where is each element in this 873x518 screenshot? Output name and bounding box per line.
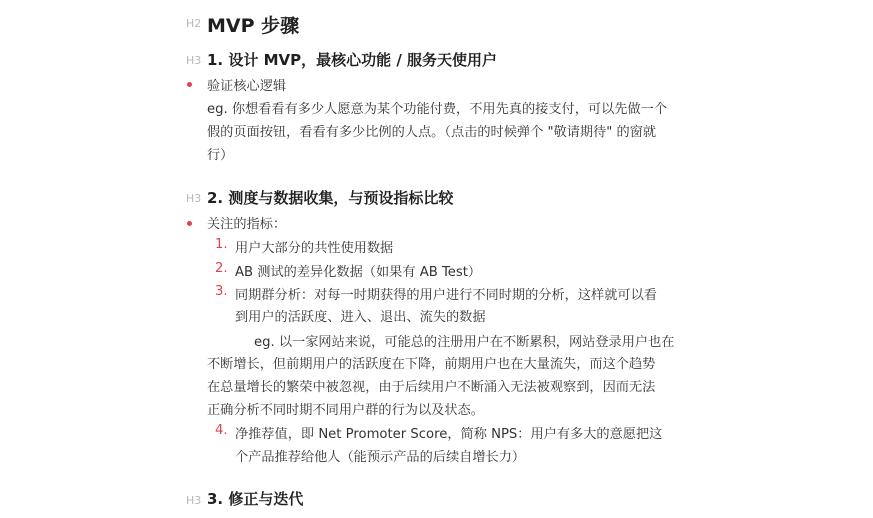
list-number: 1. [215,237,228,252]
section-heading-1: 1. 设计 MVP，最核心功能 / 服务天使用户 [207,51,498,69]
heading-level-tag: H3 [186,54,202,67]
list-number: 3. [215,284,228,299]
page-title: MVP 步骤 [207,15,300,37]
list-item-continuation: 个产品推荐给他人（能预示产品的后续自增长力） [235,450,526,465]
example-line: 行） [207,148,234,163]
bullet-dot [187,82,192,87]
example-line: 假的页面按钮，看看有多少比例的人点。（点击的时候弹个 "敬请期待" 的窗就 [207,125,657,140]
section-heading-2: 2. 测度与数据收集，与预设指标比较 [207,189,454,207]
list-item: AB 测试的差异化数据（如果有 AB Test） [235,265,482,280]
bullet-dot [187,221,192,226]
list-item: 净推荐值，即 Net Promoter Score，简称 NPS：用户有多大的意愿把这 [235,427,663,442]
example-line: eg. 你想看看有多少人愿意为某个功能付费，不用先真的接支付，可以先做一个 [207,102,668,117]
section-heading-3: 3. 修正与迭代 [207,490,304,508]
heading-level-tag: H3 [186,494,202,507]
list-item: 同期群分析：对每一时期获得的用户进行不同时期的分析，这样就可以看 [235,288,657,303]
list-number: 4. [215,423,228,438]
example-line: 正确分析不同时期不同用户群的行为以及状态。 [207,403,484,418]
heading-level-tag: H2 [186,17,202,30]
example-line: 不断增长，但前期用户的活跃度在下降，前期用户也在大量流失，而这个趋势 [207,357,656,372]
example-line: eg. 以一家网站来说，可能总的注册用户在不断累积，网站登录用户也在 [254,335,675,350]
list-item-continuation: 到用户的活跃度、进入、退出、流失的数据 [235,310,486,325]
bullet-text: 验证核心逻辑 [207,79,287,94]
example-line: 在总量增长的繁荣中被忽视，由于后续用户不断涌入无法被观察到，因而无法 [207,380,656,395]
heading-level-tag: H3 [186,192,202,205]
bullet-text: 关注的指标： [207,217,287,232]
list-item: 用户大部分的共性使用数据 [235,241,394,256]
list-number: 2. [215,261,228,276]
